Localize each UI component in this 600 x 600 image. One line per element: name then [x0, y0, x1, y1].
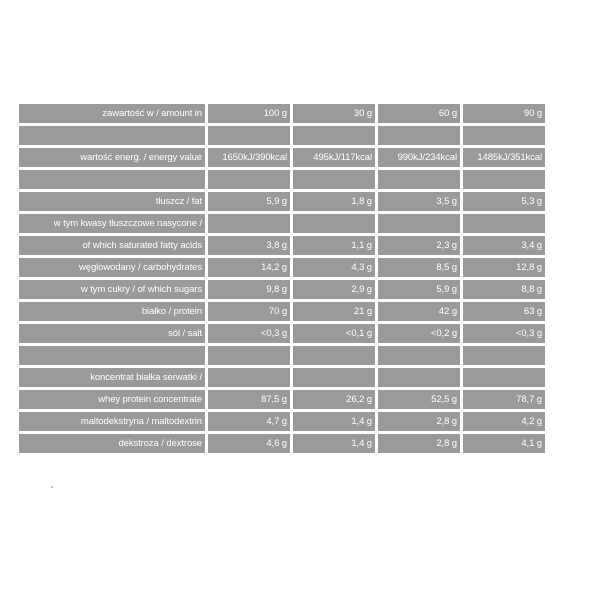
row-label — [19, 126, 205, 145]
table-row — [19, 214, 545, 233]
table-row — [19, 126, 545, 145]
row-value: 30 g — [293, 104, 375, 123]
row-value: 90 g — [463, 104, 545, 123]
row-label: maltodekstryna / maltodextrin — [19, 412, 205, 431]
row-value: 78,7 g — [463, 390, 545, 409]
row-value: 5,9 g — [208, 192, 290, 211]
row-value: 5,3 g — [463, 192, 545, 211]
nutrition-table-body — [19, 104, 545, 453]
row-value: 100 g — [208, 104, 290, 123]
row-value: 1485kJ/351kcal — [463, 148, 545, 167]
table-row — [19, 148, 545, 167]
row-value — [463, 346, 545, 365]
row-value: 12,8 g — [463, 258, 545, 277]
row-value: <0,2 g — [378, 324, 460, 343]
table-row — [19, 434, 545, 453]
row-value: <0,3 g — [208, 324, 290, 343]
row-value: <0,1 g — [293, 324, 375, 343]
row-value: 2,8 g — [378, 434, 460, 453]
row-value: 495kJ/117kcal — [293, 148, 375, 167]
row-value — [293, 368, 375, 387]
row-value: 4,1 g — [463, 434, 545, 453]
table-row — [19, 170, 545, 189]
row-value — [208, 126, 290, 145]
table-row — [19, 236, 545, 255]
row-value: 2,3 g — [378, 236, 460, 255]
table-row — [19, 368, 545, 387]
row-value: 2,9 g — [293, 280, 375, 299]
row-value: 3,8 g — [208, 236, 290, 255]
row-value: 14,2 g — [208, 258, 290, 277]
row-value: 9,8 g — [208, 280, 290, 299]
nutrition-table — [16, 101, 548, 456]
row-value: 1,4 g — [293, 412, 375, 431]
row-value — [208, 368, 290, 387]
row-value — [208, 346, 290, 365]
row-value: 21 g — [293, 302, 375, 321]
row-value — [208, 214, 290, 233]
row-value — [378, 346, 460, 365]
row-label: tłuszcz / fat — [19, 192, 205, 211]
row-value: 4,6 g — [208, 434, 290, 453]
row-value — [378, 368, 460, 387]
row-value: 990kJ/234kcal — [378, 148, 460, 167]
row-value: 5,9 g — [378, 280, 460, 299]
table-row — [19, 258, 545, 277]
row-label: whey protein concentrate — [19, 390, 205, 409]
table-row — [19, 324, 545, 343]
row-value: 2,8 g — [378, 412, 460, 431]
row-label: wartość energ. / energy value — [19, 148, 205, 167]
row-value — [378, 170, 460, 189]
row-value: 1,4 g — [293, 434, 375, 453]
row-label: koncentrat białka serwatki / — [19, 368, 205, 387]
row-value: 3,4 g — [463, 236, 545, 255]
row-value: 87,5 g — [208, 390, 290, 409]
row-label: of which saturated fatty acids — [19, 236, 205, 255]
row-label: zawartość w / amount in — [19, 104, 205, 123]
row-value — [293, 126, 375, 145]
row-value: 4,7 g — [208, 412, 290, 431]
row-value: 4,3 g — [293, 258, 375, 277]
row-value — [293, 346, 375, 365]
row-value — [293, 214, 375, 233]
row-value — [378, 126, 460, 145]
row-label: sól / salt — [19, 324, 205, 343]
row-value — [378, 214, 460, 233]
row-value: 8,8 g — [463, 280, 545, 299]
table-row — [19, 280, 545, 299]
row-label: w tym kwasy tłuszczowe nasycone / — [19, 214, 205, 233]
row-value — [463, 126, 545, 145]
table-row — [19, 412, 545, 431]
row-value: 8,5 g — [378, 258, 460, 277]
row-label — [19, 346, 205, 365]
row-label: węglowodany / carbohydrates — [19, 258, 205, 277]
row-value: 60 g — [378, 104, 460, 123]
row-value: 1650kJ/390kcal — [208, 148, 290, 167]
row-value — [463, 214, 545, 233]
table-row — [19, 390, 545, 409]
stray-dot — [51, 486, 53, 488]
row-label: białko / protein — [19, 302, 205, 321]
row-label: w tym cukry / of which sugars — [19, 280, 205, 299]
row-value: 4,2 g — [463, 412, 545, 431]
row-value: 1,8 g — [293, 192, 375, 211]
row-value: 63 g — [463, 302, 545, 321]
row-value: 26,2 g — [293, 390, 375, 409]
row-value: 1,1 g — [293, 236, 375, 255]
row-value: 52,5 g — [378, 390, 460, 409]
table-row — [19, 346, 545, 365]
row-label: dekstroza / dextrose — [19, 434, 205, 453]
row-value — [463, 368, 545, 387]
row-value — [463, 170, 545, 189]
row-value: 70 g — [208, 302, 290, 321]
row-value: 42 g — [378, 302, 460, 321]
table-row — [19, 192, 545, 211]
row-value — [293, 170, 375, 189]
row-label — [19, 170, 205, 189]
table-row — [19, 302, 545, 321]
row-value: 3,5 g — [378, 192, 460, 211]
row-value: <0,3 g — [463, 324, 545, 343]
table-row — [19, 104, 545, 123]
row-value — [208, 170, 290, 189]
